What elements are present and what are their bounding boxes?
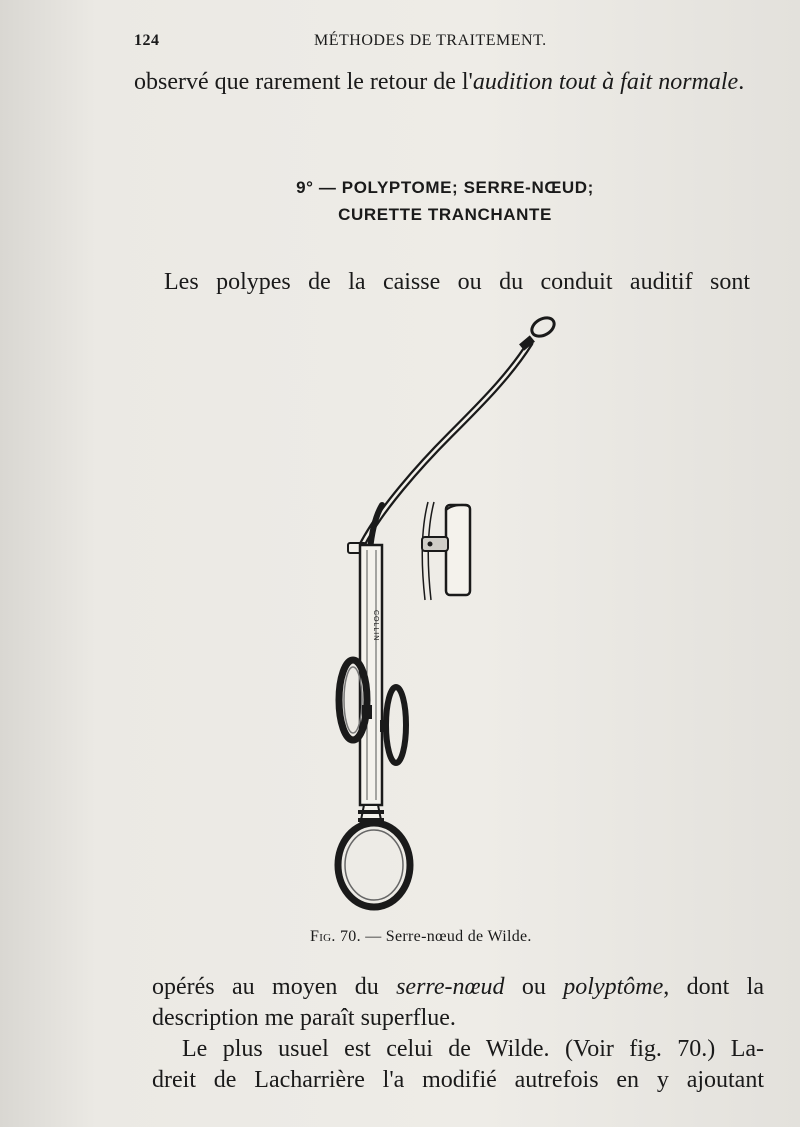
intro-paragraph — [134, 66, 750, 98]
paragraph-operes — [152, 972, 764, 1096]
text-span: opérés au moyen du — [152, 974, 397, 1000]
paragraph-polypes: Les polypes de la caisse ou du conduit auditif sont — [164, 269, 750, 295]
running-title: MÉTHODES DE TRAITEMENT. — [314, 32, 547, 49]
section-title — [200, 174, 690, 228]
engraving-text: COLLIN — [372, 610, 379, 642]
term-polyptome: polyptôme — [563, 974, 664, 1000]
figure-caption-label: Fig. 70. — [310, 928, 361, 945]
paragraph-line-4: dreit de Lacharrière l'a modifié autrefois en y ajoutant — [152, 1067, 764, 1093]
section-title-line1: 9° — POLYPTOME; SERRE-NŒUD; — [296, 178, 594, 197]
text-span: ou — [504, 974, 564, 1000]
term-serre-noeud: serre-nœud — [396, 974, 505, 1000]
intro-text-italic: audition tout à fait normale — [472, 69, 739, 95]
page-number: 124 — [134, 32, 160, 49]
paragraph-line-2: description me paraît superflue. — [152, 1005, 456, 1031]
text-span: , dont la — [663, 974, 764, 1000]
figure-caption-text: — Serre-nœud de Wilde. — [360, 928, 532, 945]
intro-text-a: observé que rarement le retour de l' — [134, 69, 473, 95]
intro-text-b: . — [738, 69, 745, 95]
figure-caption — [310, 928, 610, 946]
paragraph-line-3: Le plus usuel est celui de Wilde. (Voir fig. 70.) La- — [182, 1036, 764, 1062]
page-header — [134, 30, 754, 56]
serre-noeud-illustration — [300, 305, 580, 915]
section-title-line2: CURETTE TRANCHANTE — [338, 205, 552, 224]
paragraph-line-1 — [152, 972, 764, 1003]
